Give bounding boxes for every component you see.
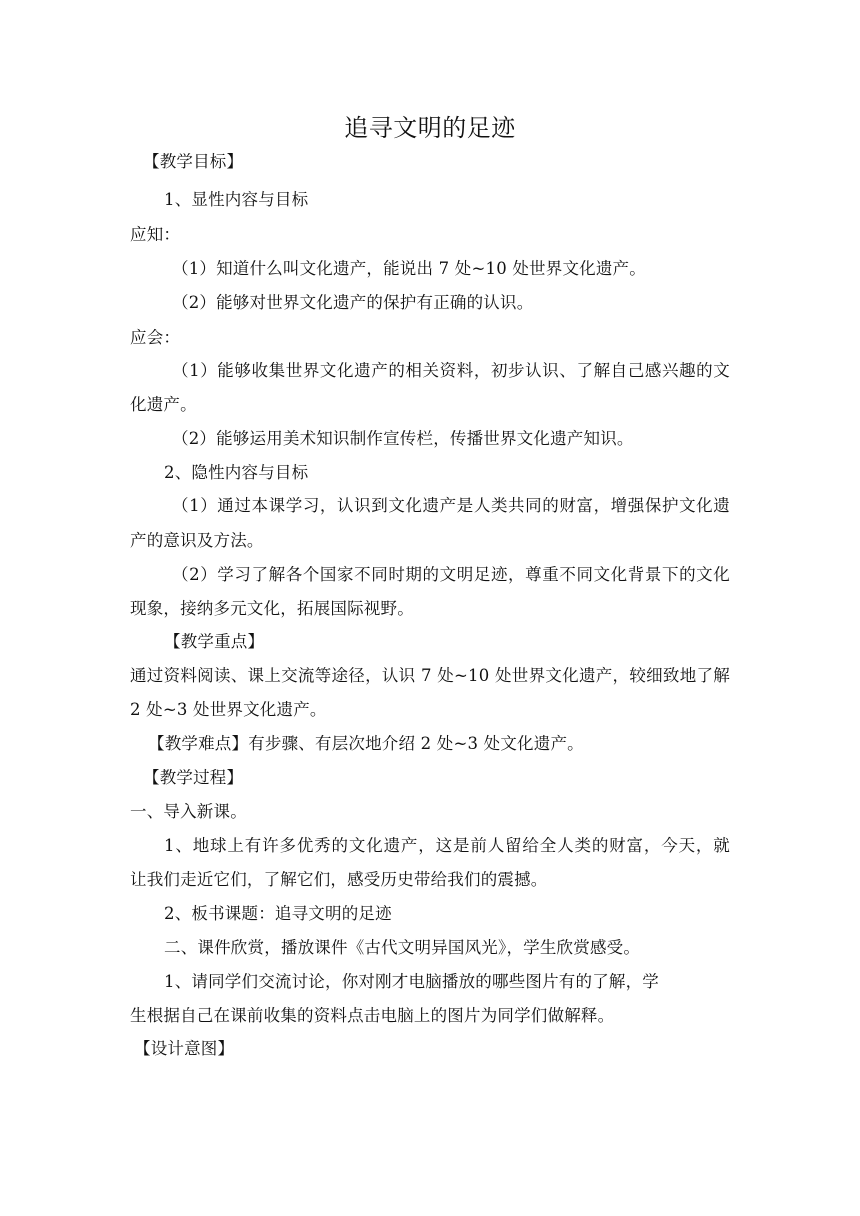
paragraph-line: 2、板书课题：追寻文明的足迹: [164, 904, 392, 923]
section-heading-key-points: 【教学重点】: [164, 632, 265, 651]
section-heading-design-intent: 【设计意图】: [134, 1039, 235, 1058]
paragraph-line: 1、地球上有许多优秀的文化遗产，这是前人留给全人类的财富，今天，就: [164, 836, 730, 855]
paragraph-line: （2）能够对世界文化遗产的保护有正确的认识。: [172, 293, 534, 312]
section-heading-difficulties: 【教学难点】有步骤、有层次地介绍 2 处~3 处文化遗产。: [148, 734, 584, 753]
paragraph-line: 通过资料阅读、课上交流等途径，认识 7 处~10 处世界文化遗产，较细致地了解: [130, 666, 730, 685]
section-heading-teaching-goals: 【教学目标】: [143, 152, 244, 171]
paragraph-line: 2 处~3 处世界文化遗产。: [130, 700, 327, 719]
paragraph-line: （2）能够运用美术知识制作宣传栏，传播世界文化遗产知识。: [172, 429, 634, 448]
subheading-explicit-goals: 1、显性内容与目标: [164, 190, 309, 209]
subheading-implicit-goals: 2、隐性内容与目标: [164, 463, 309, 482]
paragraph-line: 产的意识及方法。: [130, 531, 264, 550]
paragraph-line: 化遗产。: [130, 395, 197, 414]
step-heading-introduction: 一、导入新课。: [130, 802, 247, 821]
label-should-know: 应知：: [130, 225, 181, 244]
label-should-be-able: 应会：: [130, 328, 181, 347]
paragraph-line: 生根据自己在课前收集的资料点击电脑上的图片为同学们做解释。: [130, 1006, 615, 1025]
paragraph-line: （2）学习了解各个国家不同时期的文明足迹，尊重不同文化背景下的文化: [172, 565, 730, 584]
paragraph-line: 让我们走近它们，了解它们，感受历史带给我们的震撼。: [130, 870, 548, 889]
document-title: 追寻文明的足迹: [344, 114, 516, 142]
step-heading-courseware: 二、课件欣赏，播放课件《古代文明异国风光》，学生欣赏感受。: [164, 938, 641, 957]
paragraph-line: （1）能够收集世界文化遗产的相关资料，初步认识、了解自己感兴趣的文: [172, 361, 730, 380]
paragraph-line: 现象，接纳多元文化，拓展国际视野。: [130, 599, 414, 618]
paragraph-line: 1、请同学们交流讨论，你对刚才电脑播放的哪些图片有的了解，学: [164, 972, 659, 991]
section-heading-teaching-process: 【教学过程】: [143, 768, 244, 787]
paragraph-line: （1）知道什么叫文化遗产，能说出 7 处~10 处世界文化遗产。: [172, 259, 646, 278]
paragraph-line: （1）通过本课学习，认识到文化遗产是人类共同的财富，增强保护文化遗: [172, 496, 730, 515]
